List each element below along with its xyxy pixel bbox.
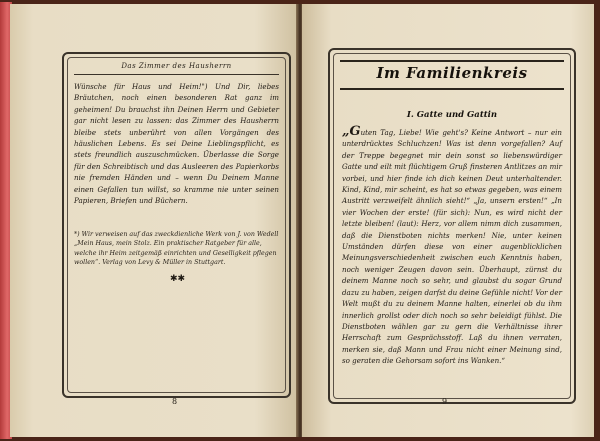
section-title: I. Gatte und Gattin bbox=[406, 110, 498, 120]
drop-cap: „G bbox=[342, 124, 361, 139]
left-page-frame bbox=[62, 52, 291, 398]
ornament-icon: ✱✱ bbox=[170, 274, 186, 284]
footnote: *) Wir verweisen auf das zweckdienliche Werk von J. von Wedell „Mein Haus, mein Stolz. Ein praktischer Ratgeber für alle, welche ihr Heim zeitgemäß einrichten und Geselligkeit pflegen wollen“. Verlag von Levy & Müller in Stuttgart. bbox=[74, 231, 279, 266]
chapter-title-box bbox=[340, 58, 564, 90]
header-rule bbox=[74, 74, 279, 75]
right-body-content: uten Tag, Liebe! Wie geht's? Keine Antwort – nur ein unterdrücktes Schluchzen! Was ist denn vorgefallen? Auf der Treppe begegnet mir dein sonst so liebenswürdiger Gatte und eilt mit flüchtigem Gruß finsteren Antlitzes an mir vorbei, und hier finde ich dich keinen Deut unterhaltender. Kind, Kind, mir scheint, es hat so etwas gegeben, was einem Austritt verzweifelt ähnlich sieht!“ „Ja, unsern ersten!“ „In vier Wochen der erste! (für sich): Nun, es wird nicht der letzte bleiben! (laut): Herz, vor allem nimm dich zusammen, daß die Dienstboten nichts merken! Nie, unter keinen Umständen dürfen diese von einer augenblicklichen Meinungsverschiedenheit zwischen euch Kenntnis haben, noch weniger Zeugen davon sein. Überhaupt, zürnst du deinem Manne noch so sehr, und glaubst du sogar Grund dazu zu haben, zeigen darfst du deine Gefühle nicht! Vor der Welt mußt du zu deinem Manne halten, einerlei ob du ihm innerlich grollst oder dich noch so sehr beleidigt fühlst. Die Dienstboten wählen gar zu gern die Verhältnisse ihrer Herrschaft zum Gesprächsstoff. Laß du ihnen verraten, merken sie, daß Mann und Frau nicht einer Meinung sind, so geraten die Gehorsam sofort ins Wanken.“ bbox=[342, 128, 562, 366]
right-page-frame bbox=[328, 48, 576, 404]
running-head: Das Zimmer des Hausherrn bbox=[121, 62, 232, 70]
page-number-right: 9 bbox=[442, 397, 448, 406]
left-page bbox=[10, 4, 298, 437]
left-body-text: Wünsche für Haus und Heim!") Und Dir, liebes Bräutchen, noch einen besonderen Rat ganz im geheimen! Du brauchst ihn Deinen Herrn und Gebieter gar nicht lesen zu lassen: das Zimmer des Hausherrn bleibe stets unberührt von allen Vorgängen des häuslichen Lebens. Es sei Deine Lieblingspflicht, es stets freundlich auszuschmücken. Überlasse die Sorge für den Schreibtisch und das Ausleeren des Papierkorbs nie fremden Händen und – wenn Du Deinem Manne einen Gefallen tun willst, so kramme nie unter seinen Papieren, Briefen und Büchern. bbox=[74, 82, 279, 206]
page-number-left: 8 bbox=[172, 397, 178, 406]
chapter-title: Im Familienkreis bbox=[376, 64, 528, 82]
right-body-text bbox=[342, 126, 562, 367]
right-page bbox=[302, 4, 594, 437]
